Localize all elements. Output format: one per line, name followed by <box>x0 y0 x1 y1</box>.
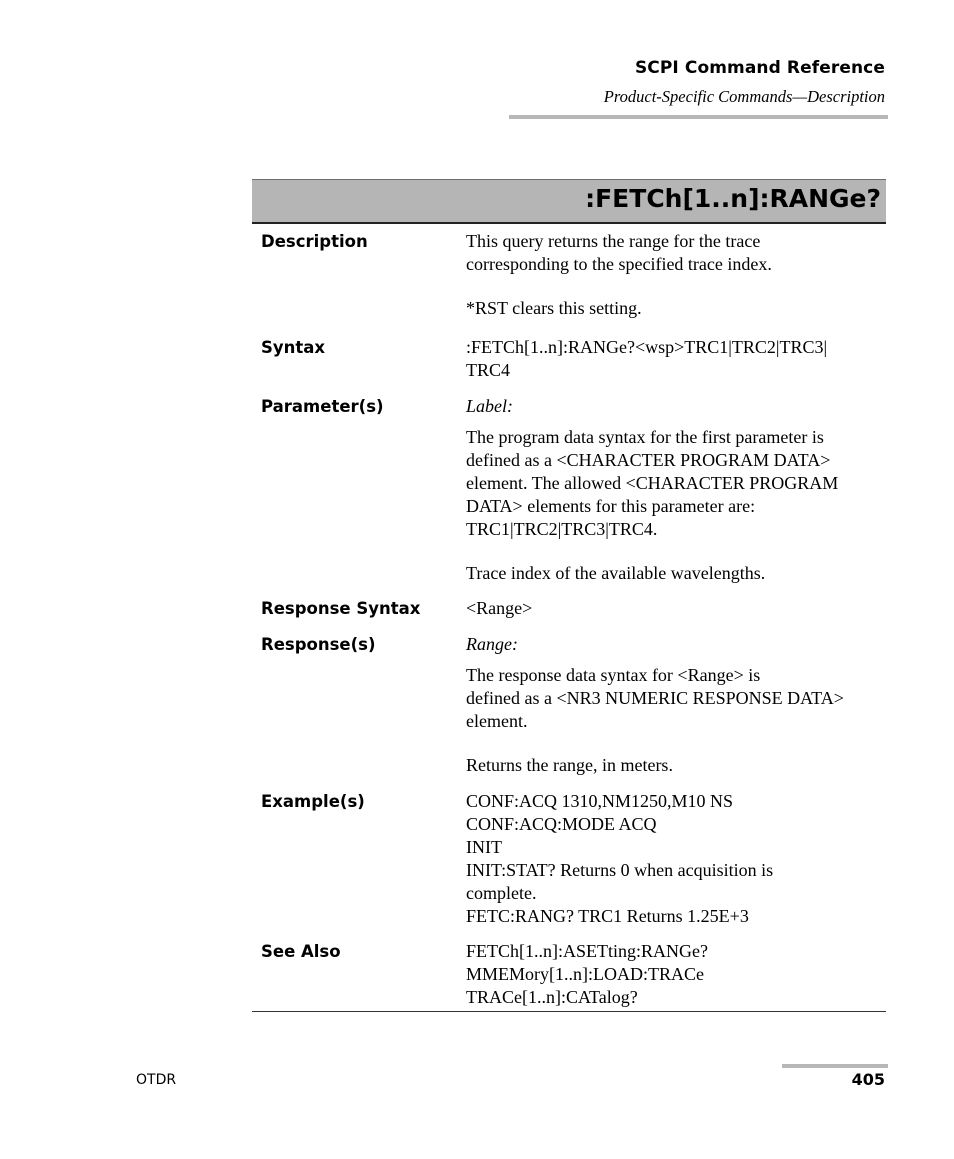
text-line: corresponding to the specified trace index. <box>466 254 772 274</box>
footer-divider <box>782 1064 888 1068</box>
command-title-bar <box>252 179 886 224</box>
text-line: CONF:ACQ:MODE ACQ <box>466 814 657 834</box>
row-value <box>466 330 886 382</box>
row-value <box>466 784 886 928</box>
row-value <box>466 591 886 620</box>
text-line: TRC1|TRC2|TRC3|TRC4. <box>466 519 658 539</box>
text-line: INIT:STAT? Returns 0 when acquisition is <box>466 860 774 880</box>
parameter-name: Range: <box>466 634 518 654</box>
header-subtitle: Product-Specific Commands—Description <box>603 87 885 106</box>
text-line: complete. <box>466 883 537 903</box>
text-line: element. The allowed <CHARACTER PROGRAM <box>466 473 839 493</box>
row-examples <box>252 784 886 934</box>
header-divider <box>509 115 888 119</box>
row-label: See Also <box>261 942 341 961</box>
text-line: The response data syntax for <Range> is <box>466 665 761 685</box>
text-line: MMEMory[1..n]:LOAD:TRACe <box>466 964 704 984</box>
row-value <box>466 224 886 320</box>
text-line: INIT <box>466 837 502 857</box>
text-line: *RST clears this setting. <box>466 298 642 318</box>
row-responses <box>252 627 886 784</box>
row-value <box>466 627 886 777</box>
text-line: FETCh[1..n]:ASETting:RANGe? <box>466 941 708 961</box>
command-title: :FETCh[1..n]:RANGe? <box>585 184 881 213</box>
row-label: Syntax <box>261 338 326 357</box>
row-syntax <box>252 330 886 389</box>
text-line: This query returns the range for the trace <box>466 231 761 251</box>
footer-product-name: OTDR <box>136 1072 177 1088</box>
row-label: Parameter(s) <box>261 397 384 416</box>
text-line: TRC4 <box>466 360 511 380</box>
text-line: element. <box>466 711 528 731</box>
row-label: Example(s) <box>261 792 365 811</box>
page-number: 405 <box>851 1070 885 1089</box>
row-description <box>252 224 886 330</box>
row-parameters <box>252 389 886 591</box>
row-response-syntax <box>252 591 886 627</box>
command-reference-table <box>252 224 886 1014</box>
text-line: <Range> <box>466 598 533 618</box>
row-see-also <box>252 934 886 1014</box>
parameter-name: Label: <box>466 396 513 416</box>
row-label: Response Syntax <box>261 599 421 618</box>
row-label: Description <box>261 232 368 251</box>
text-line: :FETCh[1..n]:RANGe?<wsp>TRC1|TRC2|TRC3| <box>466 337 828 357</box>
text-line: defined as a <CHARACTER PROGRAM DATA> <box>466 450 831 470</box>
text-line: DATA> elements for this parameter are: <box>466 496 756 516</box>
text-line: CONF:ACQ 1310,NM1250,M10 NS <box>466 791 734 811</box>
header-title: SCPI Command Reference <box>634 58 885 78</box>
row-value <box>466 934 886 1009</box>
text-line: TRACe[1..n]:CATalog? <box>466 987 638 1007</box>
table-bottom-rule <box>252 1011 886 1012</box>
text-line: FETC:RANG? TRC1 Returns 1.25E+3 <box>466 906 749 926</box>
text-line: Returns the range, in meters. <box>466 755 673 775</box>
text-line: The program data syntax for the first parameter is <box>466 427 824 447</box>
row-value <box>466 389 886 585</box>
row-label: Response(s) <box>261 635 376 654</box>
text-line: Trace index of the available wavelengths. <box>466 563 766 583</box>
text-line: defined as a <NR3 NUMERIC RESPONSE DATA> <box>466 688 844 708</box>
